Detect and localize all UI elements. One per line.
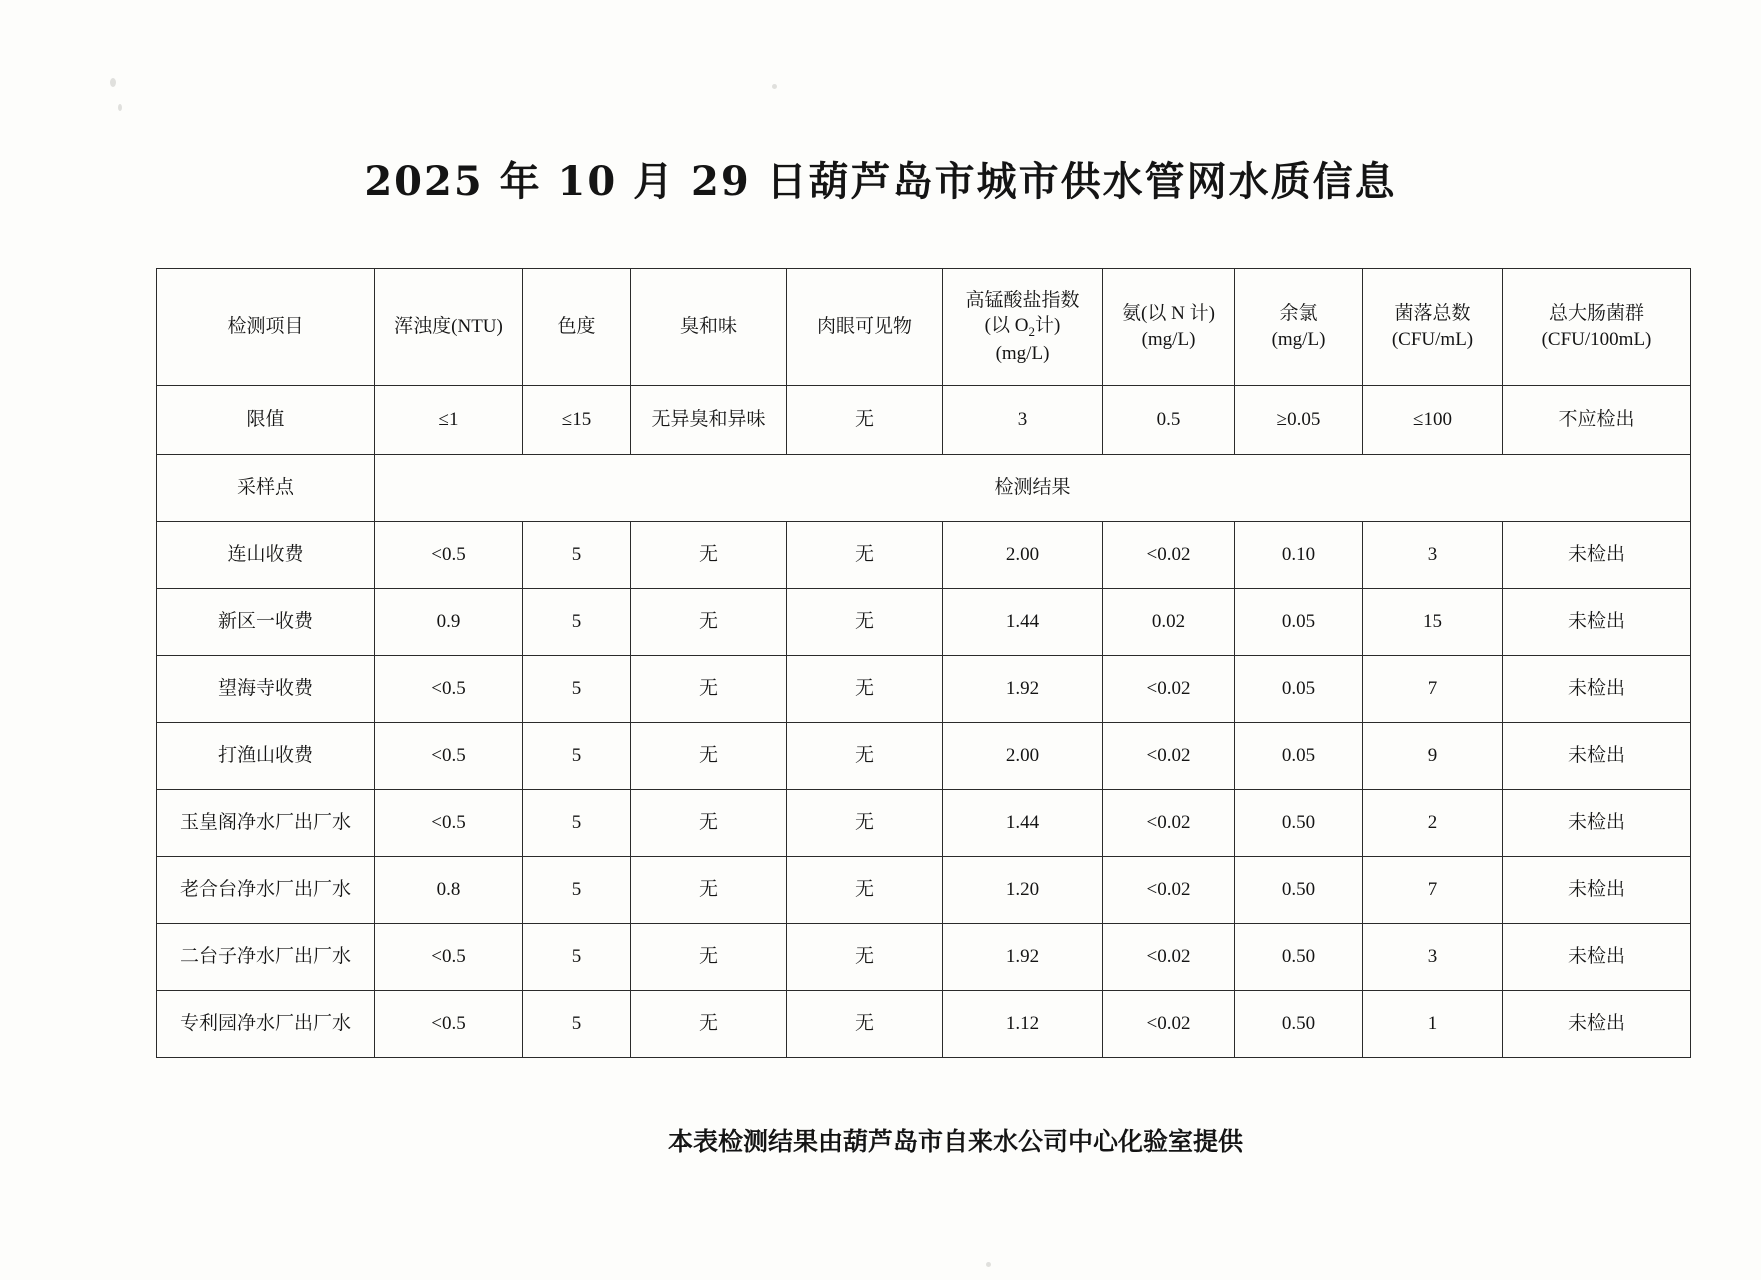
cell-odor: 无 bbox=[631, 857, 787, 924]
cell-total-coliform: 未检出 bbox=[1503, 857, 1691, 924]
footnote: 本表检测结果由葫芦岛市自来水公司中心化验室提供 bbox=[667, 1127, 1243, 1156]
header-cell-chroma: 色度 bbox=[523, 269, 631, 386]
header-cell-total-coliform bbox=[1503, 269, 1691, 386]
cell-residual-chlorine: 0.50 bbox=[1235, 857, 1363, 924]
header-line-2: (mg/L) bbox=[1141, 329, 1196, 350]
cell-turbidity: <0.5 bbox=[375, 790, 523, 857]
cell-chroma: 5 bbox=[523, 656, 631, 723]
header-line-1: 总大肠菌群 bbox=[1548, 303, 1644, 325]
cell-total-bacteria: 1 bbox=[1363, 991, 1503, 1058]
header-cell-visible-matter: 肉眼可见物 bbox=[787, 269, 943, 386]
table-row bbox=[157, 991, 1691, 1058]
table-row-limit bbox=[157, 386, 1691, 455]
cell-permanganate-index: 1.92 bbox=[943, 924, 1103, 991]
cell-residual-chlorine: 0.05 bbox=[1235, 589, 1363, 656]
row-site: 二台子净水厂出厂水 bbox=[157, 924, 375, 991]
limit-visible-matter: 无 bbox=[787, 386, 943, 455]
cell-total-bacteria: 3 bbox=[1363, 522, 1503, 589]
cell-chroma: 5 bbox=[523, 924, 631, 991]
cell-visible-matter: 无 bbox=[787, 924, 943, 991]
header-line-1: 余氯 bbox=[1279, 303, 1318, 325]
header-line-2: (CFU/mL) bbox=[1391, 329, 1474, 350]
cell-visible-matter: 无 bbox=[787, 857, 943, 924]
page-title: 2025 年 10 月 29 日葫芦岛市城市供水管网水质信息 bbox=[364, 158, 1397, 205]
table-row bbox=[157, 522, 1691, 589]
cell-ammonia: <0.02 bbox=[1103, 991, 1235, 1058]
limit-total-coliform: 不应检出 bbox=[1503, 386, 1691, 455]
row-site: 新区一收费 bbox=[157, 589, 375, 656]
cell-total-coliform: 未检出 bbox=[1503, 589, 1691, 656]
header-cell-ammonia bbox=[1103, 269, 1235, 386]
water-quality-table-container bbox=[156, 268, 1652, 1058]
cell-residual-chlorine: 0.50 bbox=[1235, 991, 1363, 1058]
cell-turbidity: <0.5 bbox=[375, 522, 523, 589]
scan-speck bbox=[110, 78, 116, 87]
cell-odor: 无 bbox=[631, 522, 787, 589]
header-line-2: (以 $O_2$计) bbox=[984, 315, 1061, 340]
limit-residual-chlorine: ≥0.05 bbox=[1235, 386, 1363, 455]
limit-row-label: 限值 bbox=[157, 386, 375, 455]
cell-total-bacteria: 7 bbox=[1363, 656, 1503, 723]
header-line-2: (mg/L) bbox=[1271, 329, 1326, 350]
cell-chroma: 5 bbox=[523, 857, 631, 924]
cell-total-bacteria: 3 bbox=[1363, 924, 1503, 991]
limit-turbidity: ≤1 bbox=[375, 386, 523, 455]
cell-total-bacteria: 7 bbox=[1363, 857, 1503, 924]
cell-turbidity: 0.9 bbox=[375, 589, 523, 656]
cell-permanganate-index: 2.00 bbox=[943, 522, 1103, 589]
cell-chroma: 5 bbox=[523, 991, 631, 1058]
table-row bbox=[157, 589, 1691, 656]
cell-permanganate-index: 2.00 bbox=[943, 723, 1103, 790]
header-line-1: 氨(以 N 计) bbox=[1122, 303, 1215, 325]
cell-ammonia: <0.02 bbox=[1103, 924, 1235, 991]
table-row bbox=[157, 857, 1691, 924]
cell-total-coliform: 未检出 bbox=[1503, 924, 1691, 991]
header-cell-item: 检测项目 bbox=[157, 269, 375, 386]
cell-visible-matter: 无 bbox=[787, 522, 943, 589]
cell-turbidity: 0.8 bbox=[375, 857, 523, 924]
cell-visible-matter: 无 bbox=[787, 991, 943, 1058]
cell-ammonia: <0.02 bbox=[1103, 790, 1235, 857]
cell-chroma: 5 bbox=[523, 589, 631, 656]
cell-visible-matter: 无 bbox=[787, 589, 943, 656]
limit-permanganate-index: 3 bbox=[943, 386, 1103, 455]
limit-odor: 无异臭和异味 bbox=[631, 386, 787, 455]
cell-permanganate-index: 1.92 bbox=[943, 656, 1103, 723]
section-row-value: 检测结果 bbox=[375, 455, 1691, 522]
header-cell-odor: 臭和味 bbox=[631, 269, 787, 386]
header-cell-turbidity: 浑浊度(NTU) bbox=[375, 269, 523, 386]
table-header-row bbox=[157, 269, 1691, 386]
header-line-1: 高锰酸盐指数 bbox=[965, 289, 1080, 311]
cell-total-coliform: 未检出 bbox=[1503, 656, 1691, 723]
cell-odor: 无 bbox=[631, 656, 787, 723]
cell-total-coliform: 未检出 bbox=[1503, 991, 1691, 1058]
cell-ammonia: <0.02 bbox=[1103, 522, 1235, 589]
cell-ammonia: <0.02 bbox=[1103, 857, 1235, 924]
row-site: 玉皇阁净水厂出厂水 bbox=[157, 790, 375, 857]
cell-chroma: 5 bbox=[523, 723, 631, 790]
cell-turbidity: <0.5 bbox=[375, 991, 523, 1058]
cell-turbidity: <0.5 bbox=[375, 723, 523, 790]
limit-ammonia: 0.5 bbox=[1103, 386, 1235, 455]
cell-permanganate-index: 1.20 bbox=[943, 857, 1103, 924]
scan-speck bbox=[772, 84, 777, 89]
cell-residual-chlorine: 0.05 bbox=[1235, 656, 1363, 723]
header-cell-total-bacteria bbox=[1363, 269, 1503, 386]
cell-ammonia: <0.02 bbox=[1103, 723, 1235, 790]
table-row bbox=[157, 790, 1691, 857]
cell-chroma: 5 bbox=[523, 790, 631, 857]
cell-turbidity: <0.5 bbox=[375, 656, 523, 723]
cell-odor: 无 bbox=[631, 991, 787, 1058]
cell-turbidity: <0.5 bbox=[375, 924, 523, 991]
header-line-1: 菌落总数 bbox=[1394, 303, 1471, 325]
cell-total-bacteria: 9 bbox=[1363, 723, 1503, 790]
cell-visible-matter: 无 bbox=[787, 790, 943, 857]
cell-total-coliform: 未检出 bbox=[1503, 790, 1691, 857]
cell-permanganate-index: 1.44 bbox=[943, 589, 1103, 656]
cell-permanganate-index: 1.12 bbox=[943, 991, 1103, 1058]
cell-odor: 无 bbox=[631, 723, 787, 790]
row-site: 望海寺收费 bbox=[157, 656, 375, 723]
section-row-label: 采样点 bbox=[157, 455, 375, 522]
water-quality-table bbox=[156, 268, 1691, 1058]
limit-chroma: ≤15 bbox=[523, 386, 631, 455]
cell-residual-chlorine: 0.50 bbox=[1235, 924, 1363, 991]
cell-total-bacteria: 2 bbox=[1363, 790, 1503, 857]
table-row bbox=[157, 656, 1691, 723]
cell-residual-chlorine: 0.10 bbox=[1235, 522, 1363, 589]
row-site: 专利园净水厂出厂水 bbox=[157, 991, 375, 1058]
header-line-2: (CFU/100mL) bbox=[1541, 329, 1652, 350]
table-row-section bbox=[157, 455, 1691, 522]
cell-visible-matter: 无 bbox=[787, 723, 943, 790]
cell-visible-matter: 无 bbox=[787, 656, 943, 723]
row-site: 打渔山收费 bbox=[157, 723, 375, 790]
cell-odor: 无 bbox=[631, 589, 787, 656]
cell-total-coliform: 未检出 bbox=[1503, 723, 1691, 790]
cell-chroma: 5 bbox=[523, 522, 631, 589]
table-row bbox=[157, 924, 1691, 991]
table-row bbox=[157, 723, 1691, 790]
cell-total-coliform: 未检出 bbox=[1503, 522, 1691, 589]
cell-total-bacteria: 15 bbox=[1363, 589, 1503, 656]
header-line-3: (mg/L) bbox=[995, 342, 1050, 364]
row-site: 老合台净水厂出厂水 bbox=[157, 857, 375, 924]
header-cell-permanganate-index bbox=[943, 269, 1103, 386]
cell-odor: 无 bbox=[631, 790, 787, 857]
cell-ammonia: <0.02 bbox=[1103, 656, 1235, 723]
cell-residual-chlorine: 0.50 bbox=[1235, 790, 1363, 857]
cell-residual-chlorine: 0.05 bbox=[1235, 723, 1363, 790]
header-cell-residual-chlorine bbox=[1235, 269, 1363, 386]
scan-speck bbox=[986, 1262, 991, 1267]
row-site: 连山收费 bbox=[157, 522, 375, 589]
cell-odor: 无 bbox=[631, 924, 787, 991]
cell-permanganate-index: 1.44 bbox=[943, 790, 1103, 857]
cell-ammonia: 0.02 bbox=[1103, 589, 1235, 656]
limit-total-bacteria: ≤100 bbox=[1363, 386, 1503, 455]
scan-speck bbox=[118, 104, 122, 111]
